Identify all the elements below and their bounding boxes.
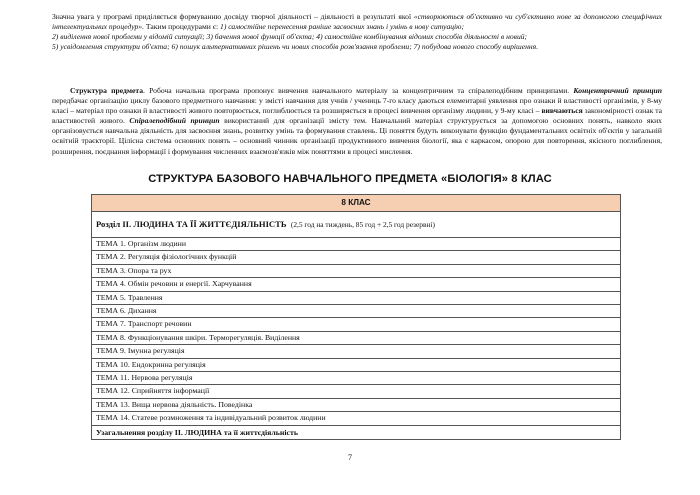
table-row [92, 318, 621, 331]
summary-row [92, 425, 621, 439]
page-number: 7 [348, 453, 352, 462]
curriculum-table [91, 194, 621, 440]
intro-text: Значна увага у програмі приділяється формуванню досвіду творчої діяльності – діяльності в результаті якої [52, 12, 414, 21]
section-hours-note: (2,5 год на тиждень, 85 год + 2,5 год резервні) [290, 220, 435, 229]
structure-text [52, 86, 662, 157]
structure-text-1: . Робоча начальна програма пропонує вивчення навчального матеріалу за концентричним та спіралеподібним принципами. [143, 86, 574, 95]
structure-text-2b: вивчаються [541, 106, 583, 116]
topic-cell: ТЕМА 8. Функціонування шкіри. Терморегуляція. Виділення [92, 331, 621, 344]
intro-text-2: Таким процедурами є: [144, 22, 221, 32]
intro-line-3 [52, 42, 662, 52]
concentric-term: Концентричний принцип [573, 86, 662, 95]
grade-cell: 8 КЛАС [92, 195, 621, 212]
topic-cell: ТЕМА 5. Травлення [92, 291, 621, 304]
topic-cell: ТЕМА 1. Організм людини [92, 238, 621, 251]
spiral-term: Спіралеподібний принцип [129, 116, 220, 126]
table-row [92, 264, 621, 277]
topic-cell: ТЕМА 4. Обмін речовин и енергії. Харчування [92, 278, 621, 291]
topic-cell: ТЕМА 6. Дихання [92, 305, 621, 318]
intro-line-1 [52, 12, 662, 32]
procedures-2-4: 2) виділення нової проблеми у відомій ситуації; 3) бачення нової функції об'єкта; 4) самостійне комбінування відомих способів діяльності в новий; [52, 32, 528, 42]
topic-cell: ТЕМА 10. Ендокринна регуляція [92, 358, 621, 371]
table-row [92, 291, 621, 304]
table-row [92, 331, 621, 344]
table-row [92, 238, 621, 251]
table-row [92, 345, 621, 358]
topic-cell: ТЕМА 3. Опора та рух [92, 264, 621, 277]
topic-cell: ТЕМА 12. Сприйняття інформації [92, 385, 621, 398]
topic-cell: ТЕМА 7. Транспорт речовин [92, 318, 621, 331]
structure-text-4: використаний для організації змісту тем. Навчальний матеріал структурується за допомогою основних понять, навколо яких організовується навчальна діяльність для засвоєння знань, розвитку умінь та формування ставлень. Ці поняття будуть виконувати функцію фундаментальних освітніх об'єктів у загальній освітній траєкторії. Цілісна система основних понять – основний чинник організації продуктивного вивчення біології, яка є каркасом, опорою для повторення, якісного поглиблення, розширення, поєднання інформації і формування численних взаємозв'язків між поняттями в процесі мислення. [52, 116, 662, 156]
section-heading: СТРУКТУРА БАЗОВОГО НАВЧАЛЬНОГО ПРЕДМЕТА «БІОЛОГІЯ» 8 КЛАС [148, 173, 552, 185]
table-row [92, 412, 621, 425]
table-row [92, 385, 621, 398]
procedure-1: 1) самостійне перенесення раніше засвоєних знань і умінь в нову ситуацію; [220, 22, 465, 32]
intro-quote: «створюються об'єктивно чи суб'єктивно нове за допомогою специфічних інтелектуальних процедур». [52, 12, 662, 32]
table-row [92, 278, 621, 291]
topic-cell: ТЕМА 11. Нервова регуляція [92, 372, 621, 385]
table-row [92, 251, 621, 264]
intro-paragraph [52, 12, 662, 52]
table-row [92, 372, 621, 385]
structure-text-3: закономірності ознак та властивостей живого. [52, 106, 662, 126]
structure-text-2: передбачає організацію циклу базового предметного навчання: у змісті навчання для учнів / учениць 7-го класу даються елементарні уявлення про ознаки й властивості організмів, у 8-му класі – матеріал про ознаки й властивості живого повторюється, поглиблюється та розширяється в процесі вивчення організму людини, у 9-му класі – [52, 96, 662, 116]
section-title: Розділ ІІ. ЛЮДИНА ТА ЇЇ ЖИТТЄДІЯЛЬНІСТЬ [96, 219, 287, 229]
intro-line-2 [52, 32, 662, 42]
table-row [92, 305, 621, 318]
structure-lead: Структура предмета [70, 86, 144, 95]
grade-row [92, 195, 621, 212]
summary-cell: Узагальнення розділу ІІ. ЛЮДИНА та її життєдіяльність [92, 425, 621, 439]
table-row [92, 358, 621, 371]
topic-cell: ТЕМА 2. Регуляція фізіологічних функцій [92, 251, 621, 264]
procedures-5-7: 5) усвідомлення структури об'єкта; 6) пошук альтернативних рішень чи нових способів розв'язання проблеми; 7) побудова нового способу вирішення. [52, 42, 539, 52]
topic-cell: ТЕМА 13. Вища нервова діяльність. Поведінка [92, 398, 621, 411]
section-cell [92, 212, 621, 238]
topic-cell: ТЕМА 14. Статеве розмноження та індивідуальний розвиток людини [92, 412, 621, 425]
table-row [92, 398, 621, 411]
section-row [92, 212, 621, 238]
topic-cell: ТЕМА 9. Імунна регуляція [92, 345, 621, 358]
structure-paragraph [52, 86, 662, 157]
